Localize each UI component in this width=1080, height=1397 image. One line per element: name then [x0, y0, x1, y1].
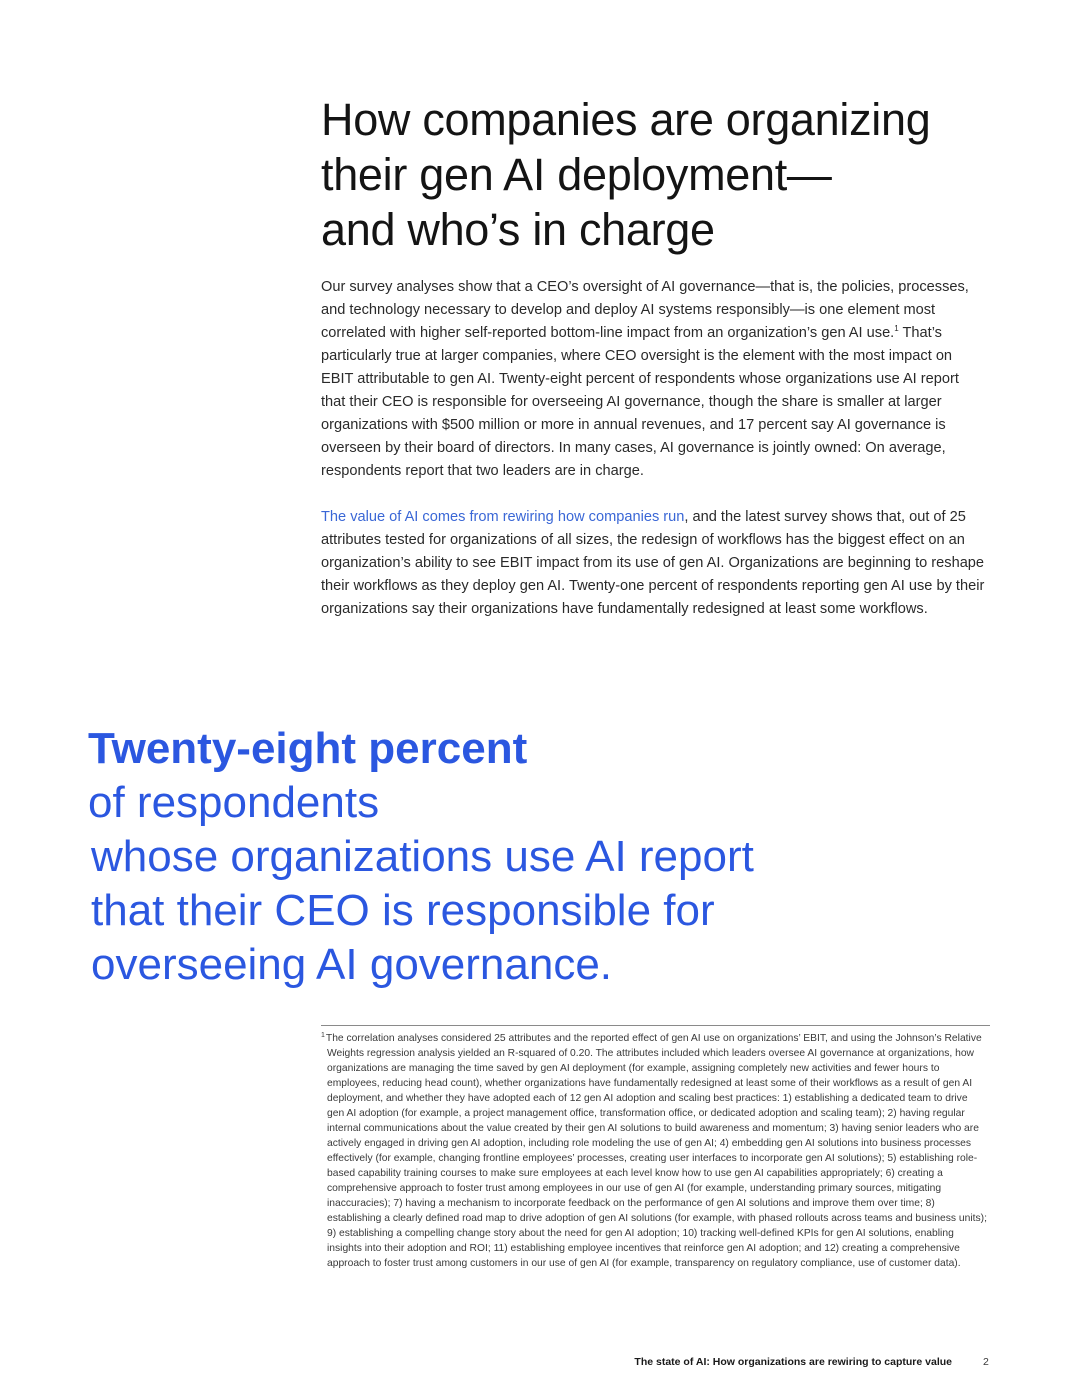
- pull-quote-line: [88, 722, 988, 830]
- footnote-divider: [321, 1025, 990, 1026]
- body-paragraph-1: [321, 276, 987, 483]
- footnote: [321, 1031, 987, 1271]
- pull-quote-line: overseeing AI governance.: [91, 940, 613, 989]
- title-line: and who’s in charge: [321, 204, 715, 255]
- footnote-text: The correlation analyses considered 25 attributes and the reported effect of gen AI use on organizations’ EBIT, and using the Johnson’s Relative Weights regression analysis yielded an R-squared of 0.20. The attributes included which leaders oversee AI governance at organizations, how organizations are managing the time saved by gen AI deployment (for example, assigning completely new activities and fewer hours to employees, reducing head count), whether organizations have fundamentally redesigned at least some of their workflows as a result of gen AI deployment, and whether they have adopted each of 12 gen AI adoption and scaling best practices: 1) establishing a dedicated team to drive gen AI adoption (for example, a project management office, transformation office, or dedicated adoption and scaling team); 2) having regular internal communications about the value created by their gen AI solutions to build awareness and momentum; 3) having senior leaders who are actively engaged in driving gen AI adoption, including role modeling the use of gen AI; 4) embedding gen AI solutions into business processes effectively (for example, changing frontline employees’ processes, creating user interfaces to incorporate gen AI solutions); 5) establishing role-based capability training courses to make sure employees at each level know how to use gen AI capabilities appropriately; 6) creating a comprehensive approach to foster trust among employees in our use of gen AI (for example, understanding primary sources, mitigating inaccuracies); 7) having a mechanism to incorporate feedback on the performance of gen AI solutions and improve them over time; 8) establishing a clearly defined road map to drive adoption of gen AI solutions (for example, with phased rollouts across teams and business units); 9) establishing a compelling change story about the need for gen AI adoption; 10) tracking well-defined KPIs for gen AI solutions, enabling insights into their adoption and ROI; 11) establishing employee incentives that reinforce gen AI adoption; and 12) creating a comprehensive approach to foster trust among customers in our use of gen AI (for example, transparency on regulatory compliance, use of customer data).: [325, 1033, 987, 1269]
- title-line: their gen AI deployment—: [321, 149, 832, 200]
- page-number: 2: [983, 1356, 989, 1368]
- pull-quote-emphasis: Twenty-eight percent: [88, 724, 528, 773]
- pull-quote-line: that their CEO is responsible for: [91, 886, 715, 935]
- footnote-marker[interactable]: 1: [894, 324, 899, 334]
- paragraph-text: , and the latest survey shows that, out of 25 attributes tested for organizations of all sizes, the redesign of workflows has the biggest effect on an organization’s ability to see EBIT impact from its use of gen AI. Organizations are beginning to reshape their workflows as they deploy gen AI. Twenty-one percent of respondents reporting gen AI use by their organizations say their organizations have fundamentally redesigned at least some workflows.: [321, 509, 985, 617]
- paragraph-text: That’s particularly true at larger companies, where CEO oversight is the element with the most impact on EBIT attributable to gen AI. Twenty-eight percent of respondents whose organizations use AI report that their CEO is responsible for overseeing AI governance, though the share is smaller at larger organizations with $500 million or more in annual revenues, and 17 percent say AI governance is overseen by their board of directors. In many cases, AI governance is jointly owned: On average, respondents report that two leaders are in charge.: [321, 325, 959, 479]
- pull-quote: [88, 722, 988, 992]
- body-paragraph-2: [321, 506, 987, 621]
- pull-quote-text: of respondents: [88, 778, 380, 827]
- footnote-body: [321, 1031, 987, 1271]
- article-link[interactable]: The value of AI comes from rewiring how companies run: [321, 509, 685, 525]
- page-title: [321, 92, 1021, 257]
- pull-quote-line: whose organizations use AI report: [91, 832, 754, 881]
- footnote-number: 1: [321, 1031, 325, 1039]
- footer-title: The state of AI: How organizations are rewiring to capture value: [634, 1356, 952, 1368]
- title-line: How companies are organizing: [321, 94, 931, 145]
- paragraph-text: Our survey analyses show that a CEO’s oversight of AI governance—that is, the policies, processes, and technology necessary to develop and deploy AI systems responsibly—is one element most correlated with higher self-reported bottom-line impact from an organization’s gen AI use.: [321, 279, 969, 341]
